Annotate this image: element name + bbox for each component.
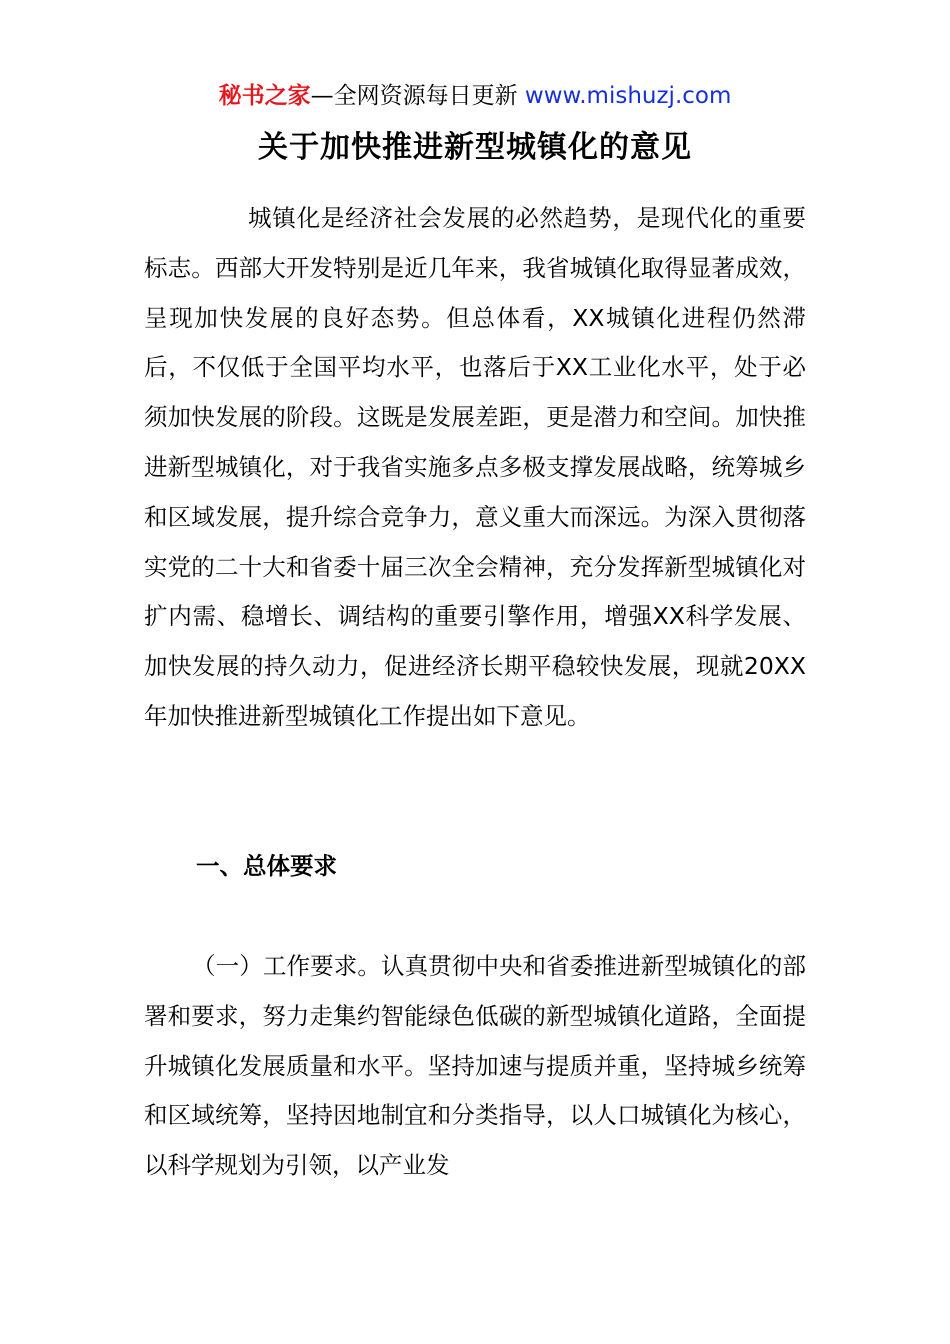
document-title: 关于加快推进新型城镇化的意见 [258,130,692,165]
site-tagline: —全网资源每日更新 [310,83,525,109]
site-url-link[interactable]: www.mishuzj.com [524,83,732,109]
work-requirements-paragraph: （一）工作要求。认真贯彻中央和省委推进新型城镇化的部署和要求，努力走集约智能绿色低碳的新型城镇化道路，全面提升城镇化发展质量和水平。坚持加速与提质并重，坚持城乡统筹和区域统筹，坚持因地制宜和分类指导，以人口城镇化为核心，以科学规划为引领，以产业发 [144,952,806,1180]
site-brand: 秘书之家 [218,83,311,109]
site-header [0,80,950,112]
section-heading-overall-requirements: 一、总体要求 [196,852,337,880]
intro-paragraph: 城镇化是经济社会发展的必然趋势，是现代化的重要标志。西部大开发特别是近几年来，我省城镇化取得显著成效，呈现加快发展的良好态势。但总体看，XX城镇化进程仍然滞后，不仅低于全国平均水平，也落后于XX工业化水平，处于必须加快发展的阶段。这既是发展差距，更是潜力和空间。加快推进新型城镇化，对于我省实施多点多极支撑发展战略，统筹城乡和区域发展，提升综合竞争力，意义重大而深远。为深入贯彻落实党的二十大和省委十届三次全会精神，充分发挥新型城镇化对扩内需、稳增长、调结构的重要引擎作用，增强XX科学发展、加快发展的持久动力，促进经济长期平稳较快发展，现就20XX年加快推进新型城镇化工作提出如下意见。 [144,204,806,730]
